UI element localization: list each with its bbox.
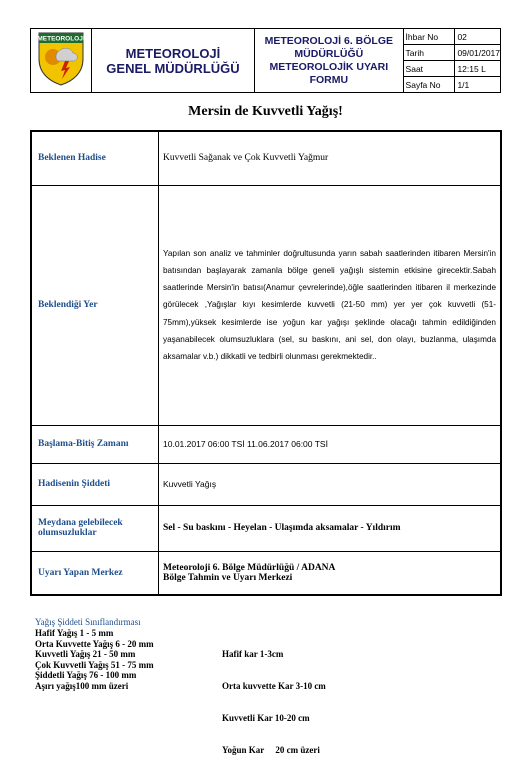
form-line-1: METEOROLOJİ 6. BÖLGE	[264, 34, 393, 47]
form-line-3: METEOROLOJİK UYARI	[269, 60, 389, 73]
label-time-range: Başlama-Bitiş Zamanı	[31, 425, 159, 463]
legend-rain-item: Şiddetli Yağış 76 - 100 mm	[35, 670, 137, 681]
value-severity: Kuvvetli Yağış	[159, 463, 502, 505]
legend-rain-item: Orta Kuvvette Yağış 6 - 20 mm	[35, 638, 154, 649]
row-expected-location	[31, 185, 501, 425]
legend-rain-item: Çok Kuvvetli Yağış 51 - 75 mm	[35, 659, 154, 670]
logo-cell	[31, 29, 92, 93]
legend-snow-item: Hafif kar 1-3cm	[222, 649, 284, 660]
issuing-center-line-1: Meteoroloji 6. Bölge Müdürlüğü / ADANA	[163, 562, 336, 573]
label-possible-impacts-line-1: Meydana gelebilecek	[38, 518, 123, 528]
form-line-4: FORMU	[309, 73, 349, 86]
value-expected-event: Kuvvetli Sağanak ve Çok Kuvvetli Yağmur	[159, 131, 502, 185]
meteoroloji-logo	[33, 29, 89, 87]
legend-rain-item: Hafif Yağış 1 - 5 mm	[35, 628, 114, 638]
row-severity	[31, 463, 501, 505]
legend-snow-item: Kuvvetli Kar 10-20 cm	[222, 712, 310, 723]
value-expected-location: Yapılan son analiz ve tahminler doğrultusunda yarın sabah saatlerinden itibaren Mersin'in batısından başlayarak zamanla bölge geneli yağışlı sistemin etkisine girecektir.Sabah saatlerinde Mersin'in batısı(Anamur çevrelerinde),öğle saatlerinden itibaren il merkezinde görülecek ,Yağışlar kıyı kesimlerde kuvvetli (21-50 mm) yer yer çok kuvvetli (51-75mm),yüksek kesimlerde ise yoğun kar yağışı şeklinde olacağı tahmin edildiğinden yaşanabilecek olumsuzluklara (sel, su baskını, ani sel, don olayı, buzlanma, ulaşımda aksamalar v.b.) dikkatli ve tedbirli olunması gerekmektedir..	[159, 185, 502, 425]
meta-key-saat: Saat	[403, 61, 455, 77]
form-header	[30, 28, 501, 93]
legend-rain-list	[35, 628, 154, 692]
row-possible-impacts	[31, 505, 501, 551]
value-issuing-center	[159, 551, 502, 595]
legend-rain-item: Aşırı yağış100 mm üzeri	[35, 680, 129, 691]
org-line-1: METEOROLOJİ	[125, 45, 221, 61]
label-expected-event: Beklenen Hadise	[31, 131, 159, 185]
meta-value-sayfa: 1/1	[455, 77, 501, 93]
label-issuing-center: Uyarı Yapan Merkez	[31, 551, 159, 595]
legend-snow-list	[222, 628, 326, 766]
legend-snow-item: Yoğun Kar 20 cm üzeri	[222, 744, 320, 755]
label-possible-impacts-line-2: olumsuzluklar	[38, 528, 97, 538]
label-possible-impacts	[31, 505, 159, 551]
row-issuing-center	[31, 551, 501, 595]
org-line-2: GENEL MÜDÜRLÜĞÜ	[106, 60, 240, 76]
label-severity: Hadisenin Şiddeti	[31, 463, 159, 505]
legend-title: Yağış Şiddeti Sınıflandırması	[35, 617, 141, 627]
value-possible-impacts: Sel - Su baskını - Heyelan - Ulaşımda aksamalar - Yıldırım	[159, 505, 502, 551]
value-time-range: 10.01.2017 06:00 TSİ 11.06.2017 06:00 TSİ	[159, 425, 502, 463]
warning-table	[30, 130, 502, 596]
row-time-range	[31, 425, 501, 463]
label-expected-location: Beklendiği Yer	[31, 185, 159, 425]
form-line-2: MÜDÜRLÜĞÜ	[294, 47, 364, 60]
meta-value-saat: 12:15 L	[455, 61, 501, 77]
warning-title: Mersin de Kuvvetli Yağış!	[188, 104, 343, 119]
meta-key-ihbar: İhbar No	[403, 29, 455, 45]
organization-name	[91, 29, 254, 93]
legend-snow-item: Orta kuvvette Kar 3-10 cm	[222, 680, 326, 691]
meta-value-ihbar: 02	[455, 29, 501, 45]
meta-key-tarih: Tarih	[403, 45, 455, 61]
legend-rain-item: Kuvvetli Yağış 21 - 50 mm	[35, 649, 136, 660]
row-expected-event	[31, 131, 501, 185]
form-name	[255, 29, 403, 93]
meta-value-tarih: 09/01/2017	[455, 45, 501, 61]
svg-text:METEOROLOJİ: METEOROLOJİ	[37, 35, 85, 43]
issuing-center-line-2: Bölge Tahmin ve Uyarı Merkezi	[163, 572, 293, 583]
meta-key-sayfa: Sayfa No	[403, 77, 455, 93]
